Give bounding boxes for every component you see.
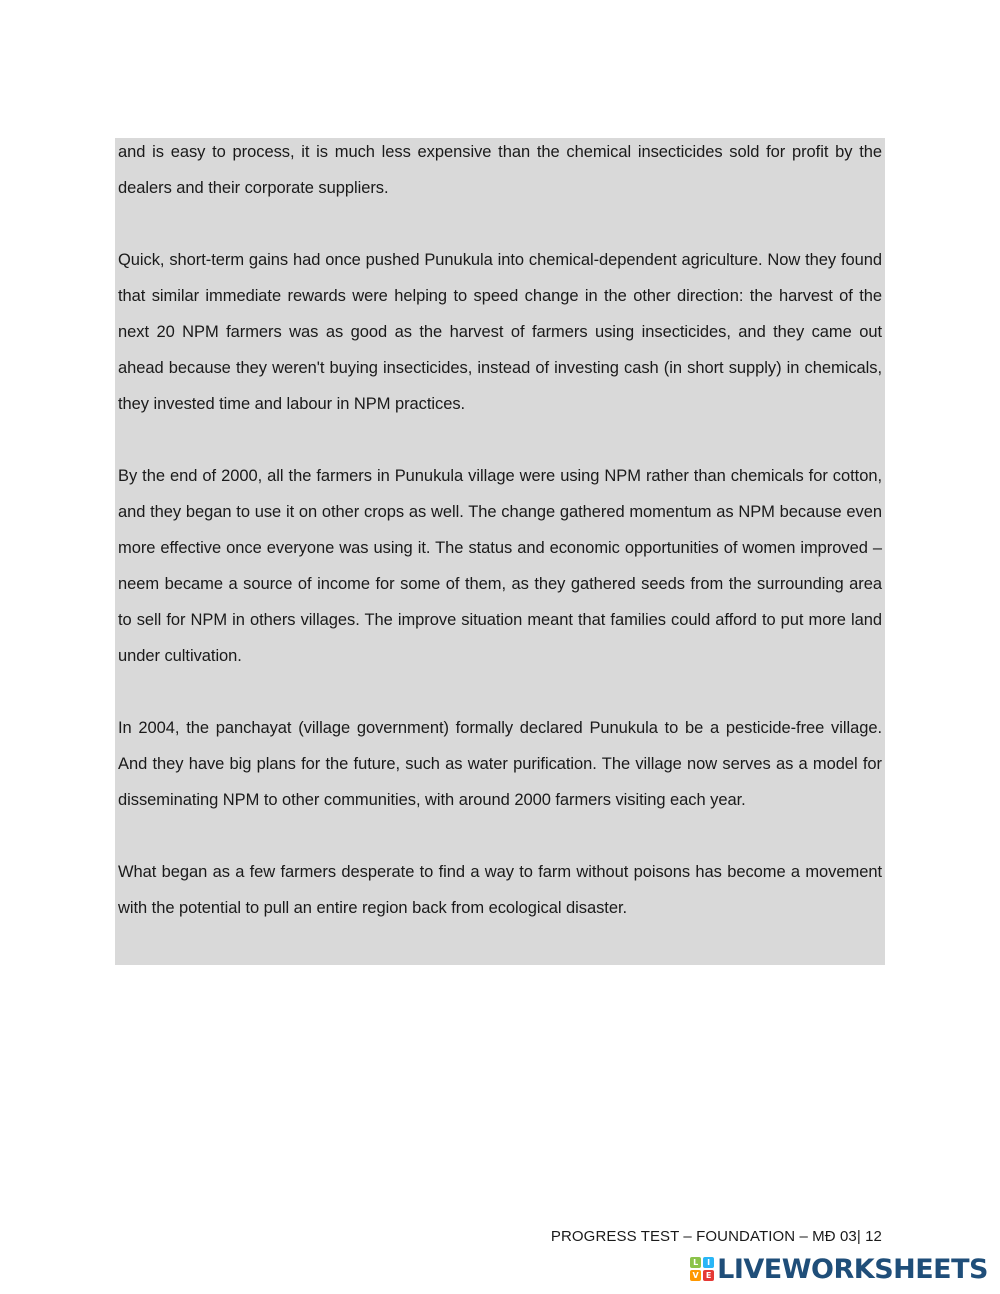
paragraph-5: What began as a few farmers desperate to find a way to farm without poisons has become a movement with the potential to pull an entire region back from ecological disaster. [118, 863, 882, 917]
paragraph-3: By the end of 2000, all the farmers in Punukula village were using NPM rather than chemicals for cotton, and they began to use it on other crops as well. The change gathered momentum as NPM because even more effective once everyone was using it. The status and economic opportunities of women improved – neem became a source of income for some of them, as they gathered seeds from the surrounding area to sell for NPM in others villages. The improve situation meant that families could afford to put more land under cultivation. [118, 467, 882, 665]
page-footer: PROGRESS TEST – FOUNDATION – MĐ 03| 12 [550, 1228, 882, 1245]
brand-name: LIVEWORKSHEETS [717, 1253, 988, 1285]
logo-letter-e: E [703, 1270, 714, 1281]
logo-letter-i: I [703, 1257, 714, 1268]
reading-passage-box [115, 138, 885, 965]
paragraph-4: In 2004, the panchayat (village government) formally declared Punukula to be a pesticide-free village. And they have big plans for the future, such as water purification. The village now serves as a model for disseminating NPM to other communities, with around 2000 farmers visiting each year. [118, 719, 882, 809]
logo-letter-l: L [690, 1257, 701, 1268]
paragraph-2: Quick, short-term gains had once pushed Punukula into chemical-dependent agriculture. Now they found that similar immediate rewards were helping to speed change in the other direction: the harvest of the next 20 NPM farmers was as good as the harvest of farmers using insecticides, and they came out ahead because they weren't buying insecticides, instead of investing cash (in short supply) in chemicals, they invested time and labour in NPM practices. [118, 251, 882, 413]
liveworksheets-brand [690, 1254, 988, 1284]
liveworksheets-logo-icon [690, 1257, 714, 1281]
paragraph-1: and is easy to process, it is much less expensive than the chemical insecticides sold for profit by the dealers and their corporate suppliers. [118, 143, 882, 197]
logo-letter-v: V [690, 1270, 701, 1281]
